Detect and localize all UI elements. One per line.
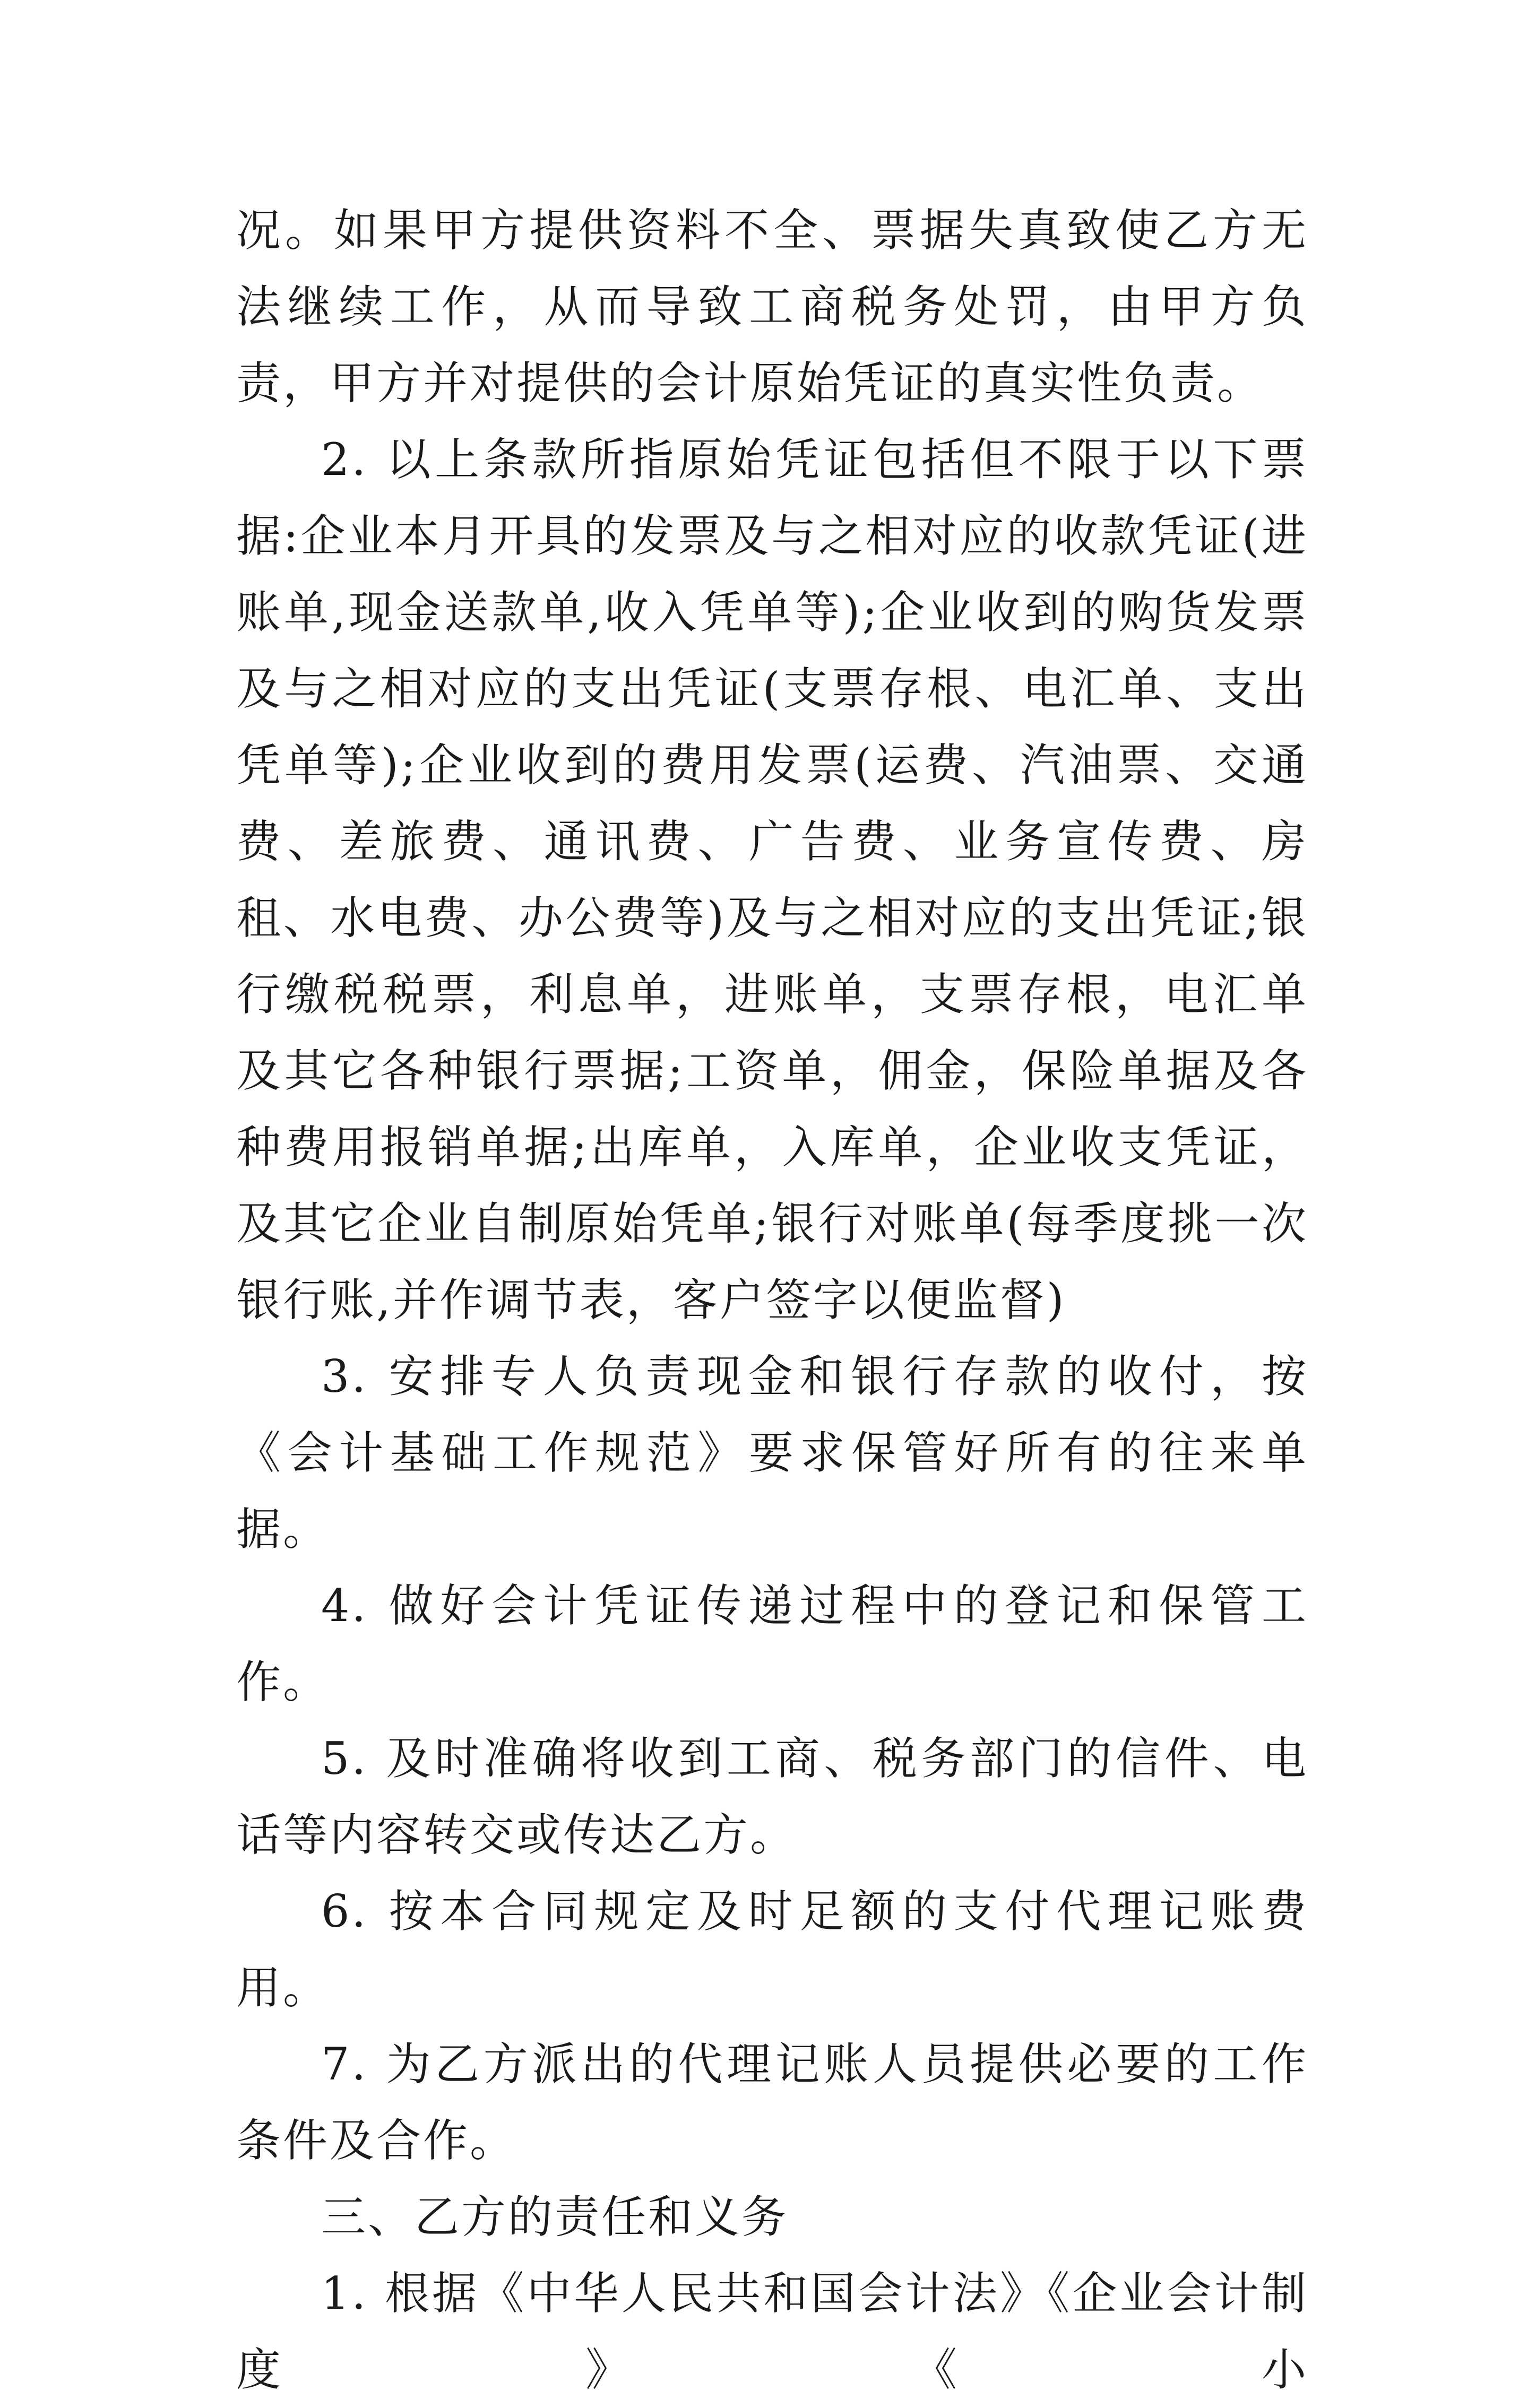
paragraph-item-2: 2. 以上条款所指原始凭证包括但不限于以下票据:企业本月开具的发票及与之相对应的收款凭证(进账单,现金送款单,收入凭单等);企业收到的购货发票及与之相对应的支出凭证(支票存根、电汇单、支出凭单等);企业收到的费用发票(运费、汽油票、交通费、差旅费、通讯费、广告费、业务宣传费、房租、水电费、办公费等)及与之相对应的支出凭证;银行缴税税票，利息单，进账单，支票存根，电汇单及其它各种银行票据;工资单，佣金，保险单据及各种费用报销单据;出库单，入库单，企业收支凭证，及其它企业自制原始凭单;银行对账单(每季度挑一次银行账,并作调节表，客户签字以便监督) xyxy=(236,434,1308,1326)
paragraph-continuation: 况。如果甲方提供资料不全、票据失真致使乙方无法继续工作，从而导致工商税务处罚，由甲方负责，甲方并对提供的会计原始凭证的真实性负责。 xyxy=(236,204,1308,409)
document-body xyxy=(236,192,1308,2408)
section-heading-3: 三、乙方的责任和义务 xyxy=(321,2191,789,2243)
paragraph-item-5: 5. 及时准确将收到工商、税务部门的信件、电话等内容转交或传达乙方。 xyxy=(236,1733,1308,1861)
paragraph-item-3: 3. 安排专人负责现金和银行存款的收付，按《会计基础工作规范》要求保管好所有的往来单据。 xyxy=(236,1350,1308,1555)
paragraph-item-6: 6. 按本合同规定及时足额的支付代理记账费用。 xyxy=(236,1885,1308,2014)
paragraph-section3-item-1: 1. 根据《中华人民共和国会计法》《企业会计制度》《小 xyxy=(236,2267,1308,2396)
paragraph-item-7: 7. 为乙方派出的代理记账人员提供必要的工作条件及合作。 xyxy=(236,2038,1308,2167)
paragraph-item-4: 4. 做好会计凭证传递过程中的登记和保管工作。 xyxy=(236,1580,1308,1708)
